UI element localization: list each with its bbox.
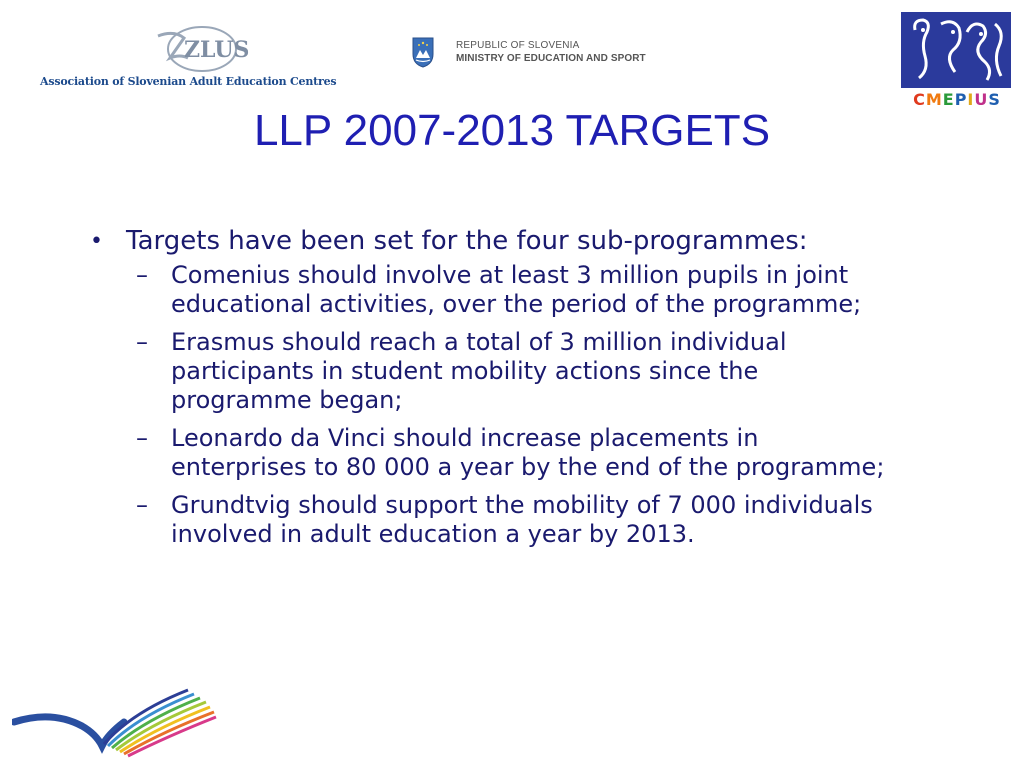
sub-bullet-text: Leonardo da Vinci should increase placements in enterprises to 80 000 a year by the end of the programme; — [171, 424, 885, 481]
ministry-logo-line1: REPUBLIC OF SLOVENIA — [456, 40, 580, 51]
ministry-logo — [412, 36, 662, 70]
cmepius-letter: S — [988, 90, 1001, 109]
zlus-caption: Association of Slovenian Adult Education Centres — [40, 75, 337, 88]
dash-marker: – — [136, 424, 148, 452]
slide-title: LLP 2007-2013 TARGETS — [253, 106, 771, 155]
slovenia-crest-icon — [412, 36, 434, 68]
cmepius-letter: P — [954, 90, 968, 109]
cmepius-logo — [896, 12, 1018, 112]
ministry-logo-line2: MINISTRY OF EDUCATION AND SPORT — [456, 53, 646, 64]
main-bullet — [86, 226, 956, 257]
sub-bullet-text: Comenius should involve at least 3 million pupils in joint educational activities, over the period of the programme; — [171, 261, 862, 318]
bullet-marker: • — [90, 229, 103, 254]
slide-body — [86, 226, 956, 558]
llp-swoosh-logo-icon — [12, 682, 217, 762]
sub-bullet-grundtvig — [86, 491, 889, 549]
sub-bullet-comenius — [86, 261, 889, 319]
zlus-mark-text: ZLUS — [184, 37, 250, 63]
cmepius-letter: I — [967, 90, 975, 109]
sub-bullet-text: Erasmus should reach a total of 3 million individual participants in student mobility actions since the programme began; — [171, 328, 787, 414]
cmepius-letter: M — [925, 90, 943, 109]
cmepius-letter: E — [942, 90, 955, 109]
sub-bullet-text: Grundtvig should support the mobility of 7 000 individuals involved in adult education a year by 2013. — [171, 491, 873, 548]
zlus-mark-icon — [140, 24, 260, 74]
sub-bullet-erasmus — [86, 328, 889, 415]
cmepius-letter: U — [974, 90, 989, 109]
sub-bullet-list — [86, 261, 956, 549]
cmepius-figure-icon — [901, 12, 1011, 88]
dash-marker: – — [136, 491, 148, 519]
sub-bullet-leonardo — [86, 424, 889, 482]
dash-marker: – — [136, 261, 148, 289]
main-bullet-text: Targets have been set for the four sub-programmes: — [126, 226, 808, 256]
cmepius-letter: C — [913, 90, 926, 109]
dash-marker: – — [136, 328, 148, 356]
zlus-logo — [40, 18, 337, 96]
